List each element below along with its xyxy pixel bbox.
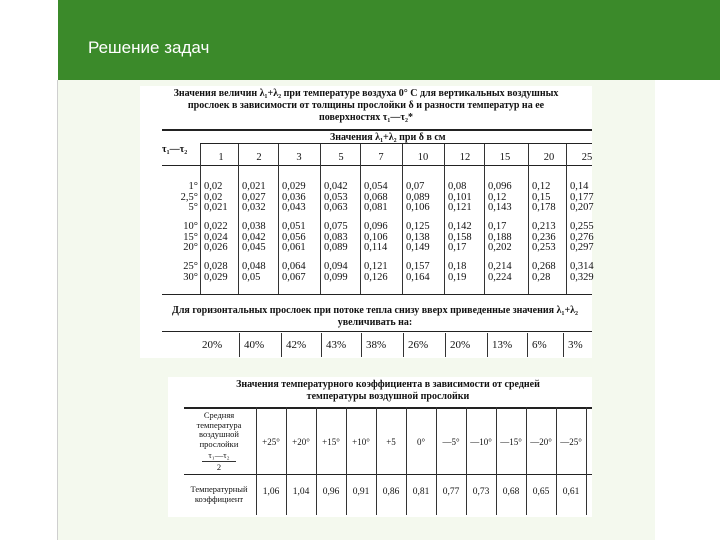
slide-title: Решение задач	[88, 38, 210, 57]
table2-row2-header: Температурный коэффициент	[190, 484, 248, 504]
table1-increase-value: 3%	[568, 339, 583, 351]
table2-temperature: —20°	[530, 437, 552, 447]
table1-cell: 0,121	[364, 261, 388, 272]
table1-cell: 0,026	[204, 242, 228, 253]
table1-increase-value: 43%	[326, 339, 347, 351]
table1-super-header: Значения λ₁+λ₂ при δ в см	[330, 132, 446, 143]
table1-increase-separator	[445, 333, 446, 357]
table1-column-separator	[528, 144, 529, 294]
table1-cell: 0,045	[242, 242, 266, 253]
table1-cell: 0,121	[448, 202, 472, 213]
table1-note: Для горизонтальных прослоек при потоке тепла снизу вверх приведенные значения λ₁+λ₂ увеличивать на:	[171, 305, 579, 328]
table2-temperature: 0°	[416, 437, 426, 447]
table1-column-separator	[402, 144, 403, 294]
table1-cell: 0,068	[364, 191, 388, 203]
table1-cell: 0,089	[406, 191, 430, 203]
table2-temperature: —15°	[500, 437, 522, 447]
table1-dt-value: 15°	[183, 231, 198, 243]
table2-formula-top: τ₁—τ₂	[208, 450, 230, 460]
table1-cell: 0,075	[324, 221, 348, 232]
table1-cell: 0,314	[570, 261, 594, 272]
table2-coefficient: 0,73	[472, 487, 490, 497]
table1-column-separator	[360, 144, 361, 294]
table1-cell: 0,064	[282, 261, 306, 272]
table1-cell: 0,029	[282, 181, 306, 192]
table1-cell: 0,106	[406, 202, 430, 213]
table1-cell: 0,114	[364, 242, 388, 253]
table1-column-separator	[444, 144, 445, 294]
table1-column-header: 7	[378, 152, 384, 163]
table2-coefficient: 1,04	[292, 487, 310, 497]
table1-cell: 0,329	[570, 271, 594, 283]
table2-temperature: +10°	[352, 437, 370, 447]
table1-increase-separator	[563, 333, 564, 357]
table1-dt-value: 1°	[188, 181, 198, 192]
table2-column-separator	[346, 407, 347, 515]
table1-cell: 0,224	[488, 271, 512, 283]
table1-cell: 0,28	[532, 271, 551, 283]
table1-cell: 0,178	[532, 202, 556, 213]
table2-scan	[168, 377, 592, 517]
left-margin	[0, 0, 58, 540]
table1-column-separator	[566, 144, 567, 294]
table1-increase-value: 38%	[366, 339, 387, 351]
table1-note-rule	[162, 331, 592, 332]
table1-cell: 0,149	[406, 242, 430, 253]
table1-dt-value: 30°	[183, 271, 198, 283]
table1-cell: 0,043	[282, 202, 306, 213]
table1-cell: 0,106	[364, 231, 388, 243]
table1-increase-value: 6%	[532, 339, 547, 351]
table2-temperature: —25°	[560, 437, 582, 447]
table1-cell: 0,158	[448, 231, 472, 243]
table2-column-separator	[256, 407, 257, 515]
table1-cell: 0,08	[448, 181, 467, 192]
table1-column-separator	[320, 144, 321, 294]
table2-top-rule	[184, 407, 592, 409]
table1-column-header: 2	[256, 152, 262, 163]
right-margin	[655, 80, 720, 540]
table1-increase-separator	[321, 333, 322, 357]
table1-dt-value: 20°	[183, 242, 198, 253]
table1-cell: 0,081	[364, 202, 388, 213]
table1-cell: 0,268	[532, 261, 556, 272]
table1-cell: 0,297	[570, 242, 594, 253]
table2-column-separator	[556, 407, 557, 515]
table1-cell: 0,02	[204, 191, 223, 203]
table1-cell: 0,157	[406, 261, 430, 272]
table1-cell: 0,051	[282, 221, 306, 232]
table1-cell: 0,17	[488, 221, 507, 232]
table1-column-header: 25	[581, 152, 593, 163]
table2-formula-bottom: 2	[216, 462, 222, 472]
table1-column-separator	[484, 144, 485, 294]
table1-increase-separator	[403, 333, 404, 357]
table1-cell: 0,202	[488, 242, 512, 253]
table2-temperature: —5°	[442, 437, 460, 447]
table1-cell: 0,089	[324, 242, 348, 253]
table1-dt-value: 5°	[188, 202, 198, 213]
table1-cell: 0,053	[324, 191, 348, 203]
table1-column-separator	[238, 144, 239, 294]
table1-column-separator	[200, 144, 201, 294]
table1-cell: 0,021	[204, 202, 228, 213]
table1-increase-separator	[361, 333, 362, 357]
table1-increase-value: 20%	[202, 339, 223, 351]
table1-column-separator	[278, 144, 279, 294]
table1-column-header: 15	[499, 152, 511, 163]
table1-cell: 0,255	[570, 221, 594, 232]
table1-column-header: 20	[543, 152, 555, 163]
table1-column-header: 10	[417, 152, 429, 163]
table2-temperature: +15°	[322, 437, 340, 447]
table1-cell: 0,029	[204, 271, 228, 283]
table2-column-separator	[436, 407, 437, 515]
table1-cell: 0,048	[242, 261, 266, 272]
table1-dt-value: 25°	[183, 261, 198, 272]
table1-cell: 0,18	[448, 261, 467, 272]
table2-column-separator	[496, 407, 497, 515]
table1-increase-separator	[239, 333, 240, 357]
table1-cell: 0,14	[570, 181, 589, 192]
table2-coefficient: 0,81	[412, 487, 430, 497]
table1-cell: 0,054	[364, 181, 388, 192]
table1-cell: 0,143	[488, 202, 512, 213]
table1-top-rule	[162, 129, 592, 131]
table1-cell: 0,07	[406, 181, 425, 192]
table1-cell: 0,038	[242, 221, 266, 232]
table1-cell: 0,188	[488, 231, 512, 243]
table2-coefficient: 0,68	[502, 487, 520, 497]
table2-coefficient: 1,06	[262, 487, 280, 497]
table1-column-header: 1	[218, 152, 224, 163]
table1-increase-value: 20%	[450, 339, 471, 351]
table1-cell: 0,036	[282, 191, 306, 203]
table1-cell: 0,236	[532, 231, 556, 243]
table1-cell: 0,032	[242, 202, 266, 213]
table1-cell: 0,099	[324, 271, 348, 283]
table1-column-header: 3	[296, 152, 302, 163]
table1-cell: 0,17	[448, 242, 467, 253]
table1-cell: 0,213	[532, 221, 556, 232]
table1-cell: 0,15	[532, 191, 551, 203]
table1-cell: 0,061	[282, 242, 306, 253]
table2-coefficient: 0,61	[562, 487, 580, 497]
table1-cell: 0,022	[204, 221, 228, 232]
table2-column-separator	[586, 407, 587, 515]
table1-increase-separator	[487, 333, 488, 357]
table2-coefficient: 0,65	[532, 487, 550, 497]
table2-mid-rule	[184, 474, 592, 475]
table1-increase-value: 42%	[286, 339, 307, 351]
table1-increase-value: 40%	[244, 339, 265, 351]
table1-increase-separator	[281, 333, 282, 357]
table1-column-header: 12	[459, 152, 471, 163]
table1-cell: 0,083	[324, 231, 348, 243]
table2-temperature: —10°	[470, 437, 492, 447]
table1-cell: 0,12	[532, 181, 551, 192]
table1-scan	[140, 86, 592, 358]
table1-cell: 0,101	[448, 191, 472, 203]
table1-cell: 0,276	[570, 231, 594, 243]
table1-cell: 0,042	[324, 181, 348, 192]
table1-cell: 0,207	[570, 202, 594, 213]
table2-coefficient: 0,77	[442, 487, 460, 497]
table2-column-separator	[406, 407, 407, 515]
table1-column-header: 5	[338, 152, 344, 163]
table1-row-header: τ₁—τ₂	[162, 144, 188, 155]
table1-increase-value: 13%	[492, 339, 513, 351]
table1-cell: 0,063	[324, 202, 348, 213]
table1-increase-value: 26%	[408, 339, 429, 351]
table1-super-rule	[200, 143, 592, 144]
table1-cell: 0,067	[282, 271, 306, 283]
table1-cell: 0,125	[406, 221, 430, 232]
table2-column-separator	[376, 407, 377, 515]
table1-cell: 0,042	[242, 231, 266, 243]
table1-cell: 0,253	[532, 242, 556, 253]
table2-row1-header: Средняя температура воздушной прослойки	[196, 410, 242, 449]
table2-coefficient: 0,96	[322, 487, 340, 497]
table1-cell: 0,02	[204, 181, 223, 192]
table1-dt-value: 2,5°	[180, 191, 198, 203]
table1-cell: 0,094	[324, 261, 348, 272]
table2-column-separator	[526, 407, 527, 515]
table1-cell: 0,142	[448, 221, 472, 232]
table1-cell: 0,056	[282, 231, 306, 243]
table1-cell: 0,12	[488, 191, 507, 203]
table2-column-separator	[466, 407, 467, 515]
table1-cell: 0,177	[570, 191, 594, 203]
table1-cell: 0,19	[448, 271, 467, 283]
table1-dt-value: 10°	[183, 221, 198, 232]
table1-cell: 0,096	[364, 221, 388, 232]
table1-cell: 0,021	[242, 181, 266, 192]
table1-cell: 0,028	[204, 261, 228, 272]
table1-cell: 0,164	[406, 271, 430, 283]
table1-caption: Значения величин λ₁+λ₂ при температуре воздуха 0° С для вертикальных воздушных прослоек в зависимости от толщины прослойки δ и разности температур на ее поверхностях τ₁—τ₂*	[173, 88, 559, 123]
table2-coefficient: 0,86	[382, 487, 400, 497]
table2-temperature: +5	[386, 437, 396, 447]
table2-temperature: +25°	[262, 437, 280, 447]
slide-header	[58, 0, 720, 80]
table1-increase-separator	[527, 333, 528, 357]
table2-caption: Значения температурного коэффициента в зависимости от средней температуры воздушной прослойки	[236, 379, 540, 402]
table1-cell: 0,138	[406, 231, 430, 243]
table1-cell: 0,126	[364, 271, 388, 283]
table2-coefficient: 0,91	[352, 487, 370, 497]
table1-cell: 0,214	[488, 261, 512, 272]
table1-cell: 0,05	[242, 271, 261, 283]
table2-temperature: +20°	[292, 437, 310, 447]
table1-cell: 0,024	[204, 231, 228, 243]
table1-cell: 0,096	[488, 181, 512, 192]
table2-column-separator	[286, 407, 287, 515]
table2-column-separator	[316, 407, 317, 515]
table1-bottom-rule	[162, 294, 592, 295]
table1-cell: 0,027	[242, 191, 266, 203]
